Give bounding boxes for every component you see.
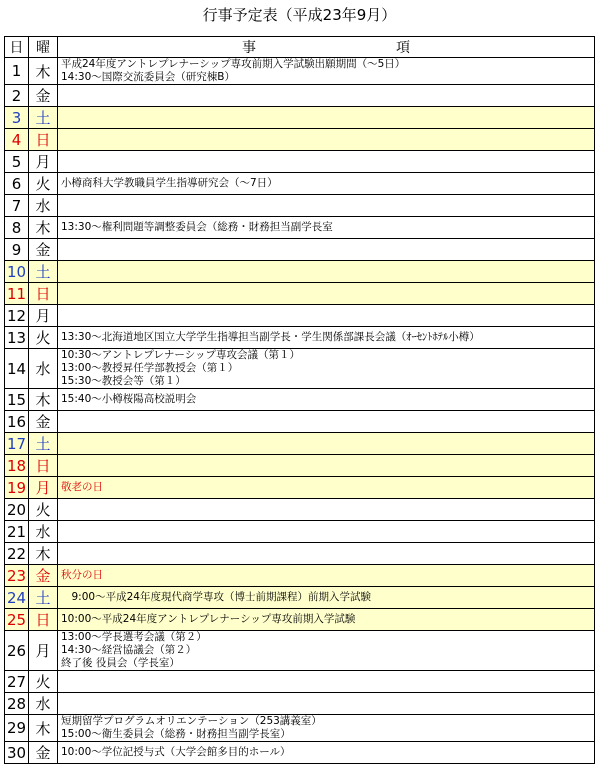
day-cell: 20 <box>5 499 29 521</box>
weekday-cell: 水 <box>29 195 58 217</box>
weekday-cell: 月 <box>29 477 58 499</box>
header-row <box>5 37 595 58</box>
event-line: 平成24年度アントレプレナーシップ専攻前期入学試験出願期間（～5日） <box>61 58 406 70</box>
day-cell: 26 <box>5 631 29 671</box>
weekday-cell: 土 <box>29 261 58 283</box>
weekday-cell: 木 <box>29 389 58 411</box>
table-row <box>5 693 595 715</box>
event-line: 13:30～権利問題等調整委員会（総務・財務担当副学長室 <box>61 221 333 233</box>
event-line: 15:40～小樽桜陽高校説明会 <box>61 393 197 405</box>
events-cell <box>58 565 595 587</box>
weekday-cell: 日 <box>29 129 58 151</box>
events-cell <box>58 587 595 609</box>
table-row <box>5 671 595 693</box>
day-cell: 14 <box>5 349 29 389</box>
weekday-cell: 月 <box>29 151 58 173</box>
weekday-cell: 火 <box>29 671 58 693</box>
table-row <box>5 195 595 217</box>
table-row <box>5 239 595 261</box>
table-row <box>5 477 595 499</box>
event-line: 15:00～衛生委員会（総務・財務担当副学長室） <box>61 728 291 740</box>
day-cell: 23 <box>5 565 29 587</box>
weekday-cell: 水 <box>29 349 58 389</box>
table-row <box>5 742 595 764</box>
table-row <box>5 433 595 455</box>
weekday-cell: 土 <box>29 587 58 609</box>
weekday-cell: 金 <box>29 565 58 587</box>
events-cell <box>58 283 595 305</box>
weekday-cell: 火 <box>29 327 58 349</box>
day-cell: 27 <box>5 671 29 693</box>
day-cell: 9 <box>5 239 29 261</box>
weekday-cell: 木 <box>29 217 58 239</box>
day-cell: 21 <box>5 521 29 543</box>
events-cell <box>58 715 595 742</box>
day-cell: 4 <box>5 129 29 151</box>
table-row <box>5 631 595 671</box>
table-row <box>5 151 595 173</box>
table-row <box>5 107 595 129</box>
events-cell <box>58 107 595 129</box>
weekday-cell: 金 <box>29 85 58 107</box>
event-line: 10:00～平成24年度アントレプレナーシップ専攻前期入学試験 <box>61 613 356 625</box>
day-cell: 29 <box>5 715 29 742</box>
schedule-table <box>4 36 595 764</box>
table-row <box>5 173 595 195</box>
weekday-cell: 土 <box>29 433 58 455</box>
day-cell: 11 <box>5 283 29 305</box>
events-cell <box>58 671 595 693</box>
event-line: 短期留学プログラムオリエンテーション（253講義室） <box>61 715 322 727</box>
day-cell: 15 <box>5 389 29 411</box>
table-row <box>5 389 595 411</box>
weekday-cell: 土 <box>29 107 58 129</box>
table-row <box>5 521 595 543</box>
table-row <box>5 261 595 283</box>
weekday-cell: 日 <box>29 609 58 631</box>
event-line: 秋分の日 <box>61 569 103 581</box>
table-row <box>5 327 595 349</box>
weekday-cell: 火 <box>29 499 58 521</box>
weekday-cell: 木 <box>29 543 58 565</box>
day-cell: 24 <box>5 587 29 609</box>
day-cell: 8 <box>5 217 29 239</box>
table-row <box>5 543 595 565</box>
day-cell: 10 <box>5 261 29 283</box>
events-cell <box>58 411 595 433</box>
weekday-cell: 日 <box>29 455 58 477</box>
events-cell <box>58 261 595 283</box>
header-day: 日 <box>5 37 29 58</box>
events-cell <box>58 543 595 565</box>
table-row <box>5 587 595 609</box>
event-line: 9:00～平成24年度現代商学専攻（博士前期課程）前期入学試験 <box>61 591 371 603</box>
events-cell <box>58 327 595 349</box>
weekday-cell: 金 <box>29 742 58 764</box>
header-events: 事 項 <box>58 37 595 58</box>
table-row <box>5 58 595 85</box>
day-cell: 3 <box>5 107 29 129</box>
weekday-cell: 木 <box>29 715 58 742</box>
weekday-cell: 日 <box>29 283 58 305</box>
weekday-cell: 火 <box>29 173 58 195</box>
day-cell: 2 <box>5 85 29 107</box>
table-row <box>5 499 595 521</box>
event-line: 終了後 役員会（学長室） <box>61 657 180 669</box>
events-cell <box>58 129 595 151</box>
table-row <box>5 217 595 239</box>
weekday-cell: 水 <box>29 693 58 715</box>
events-cell <box>58 742 595 764</box>
day-cell: 19 <box>5 477 29 499</box>
weekday-cell: 水 <box>29 521 58 543</box>
events-cell <box>58 609 595 631</box>
events-cell <box>58 693 595 715</box>
events-cell <box>58 151 595 173</box>
header-weekday: 曜 <box>29 37 58 58</box>
event-line: 10:30～アントレプレナーシップ専攻会議（第１） <box>61 349 300 361</box>
events-cell <box>58 195 595 217</box>
events-cell <box>58 631 595 671</box>
event-line: 15:30～教授会等（第１） <box>61 375 186 387</box>
events-cell <box>58 433 595 455</box>
weekday-cell: 木 <box>29 58 58 85</box>
day-cell: 30 <box>5 742 29 764</box>
table-row <box>5 411 595 433</box>
day-cell: 6 <box>5 173 29 195</box>
events-cell <box>58 477 595 499</box>
events-cell <box>58 521 595 543</box>
day-cell: 16 <box>5 411 29 433</box>
day-cell: 7 <box>5 195 29 217</box>
day-cell: 12 <box>5 305 29 327</box>
table-row <box>5 609 595 631</box>
events-cell <box>58 217 595 239</box>
event-line: 13:00～教授昇任学部教授会（第１） <box>61 362 239 374</box>
day-cell: 25 <box>5 609 29 631</box>
day-cell: 17 <box>5 433 29 455</box>
events-cell <box>58 349 595 389</box>
event-line: 14:30～国際交流委員会（研究棟B） <box>61 71 235 83</box>
weekday-cell: 金 <box>29 411 58 433</box>
events-cell <box>58 499 595 521</box>
events-cell <box>58 58 595 85</box>
day-cell: 5 <box>5 151 29 173</box>
events-cell <box>58 389 595 411</box>
events-cell <box>58 305 595 327</box>
weekday-cell: 金 <box>29 239 58 261</box>
table-row <box>5 455 595 477</box>
event-line: 13:30～北海道地区国立大学学生指導担当副学長・学生関係部課長会議（ｵｰｾﾝﾄﾎﾃﾙ小樽） <box>61 331 480 343</box>
table-row <box>5 305 595 327</box>
event-line: 小樽商科大学教職員学生指導研究会（～7日） <box>61 177 278 189</box>
page-title: 行事予定表（平成23年9月） <box>202 6 397 24</box>
weekday-cell: 月 <box>29 631 58 671</box>
event-line: 敬老の日 <box>61 481 103 493</box>
day-cell: 13 <box>5 327 29 349</box>
events-cell <box>58 173 595 195</box>
events-cell <box>58 455 595 477</box>
day-cell: 28 <box>5 693 29 715</box>
events-cell <box>58 85 595 107</box>
day-cell: 1 <box>5 58 29 85</box>
table-row <box>5 85 595 107</box>
table-row <box>5 715 595 742</box>
table-row <box>5 283 595 305</box>
weekday-cell: 月 <box>29 305 58 327</box>
event-line: 10:00～学位記授与式（大学会館多目的ホール） <box>61 746 291 758</box>
table-row <box>5 129 595 151</box>
event-line: 14:30～経営協議会（第２） <box>61 644 197 656</box>
table-row <box>5 349 595 389</box>
event-line: 13:00～学長選考会議（第２） <box>61 631 207 643</box>
day-cell: 18 <box>5 455 29 477</box>
day-cell: 22 <box>5 543 29 565</box>
table-row <box>5 565 595 587</box>
events-cell <box>58 239 595 261</box>
